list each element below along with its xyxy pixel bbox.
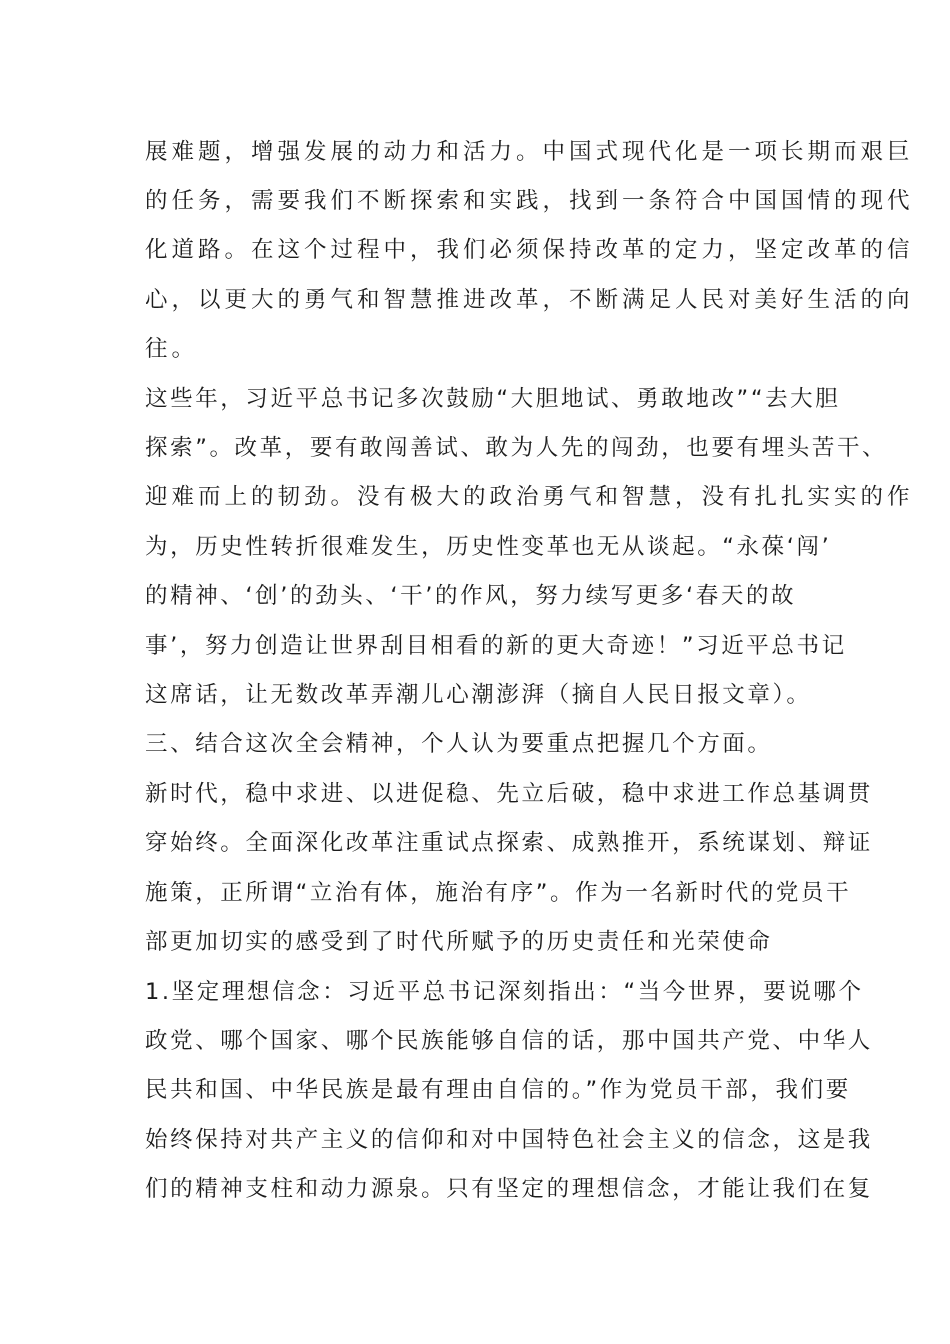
text-line: 为，历史性转折很难发生，历史性变革也无从谈起。“永葆‘闯’ [145, 534, 832, 560]
numbered-item: 1.坚定理想信念：习近平总书记深刻指出：“当今世界，要说哪个 [145, 979, 864, 1005]
text-line: 迎难而上的韧劲。没有极大的政治勇气和智慧，没有扎扎实实的作 [145, 484, 914, 510]
text-line: 心，以更大的勇气和智慧推进改革，不断满足人民对美好生活的向 [145, 287, 914, 313]
text-line: 施策，正所谓“立治有体，施治有序”。作为一名新时代的党员干 [145, 880, 852, 906]
text-line: 新时代，稳中求进、以进促稳、先立后破，稳中求进工作总基调贯 [145, 781, 873, 807]
text-line: 展难题，增强发展的动力和活力。中国式现代化是一项长期而艰巨 [145, 139, 914, 165]
text-line: 始终保持对共产主义的信仰和对中国特色社会主义的信念，这是我 [145, 1127, 873, 1153]
text-line: 探索”。改革，要有敢闯善试、敢为人先的闯劲，也要有埋头苦干、 [145, 435, 888, 461]
text-line: 的精神、‘创’的劲头、‘干’的作风，努力续写更多‘春天的故 [145, 583, 797, 609]
text-line: 民共和国、中华民族是最有理由自信的。”作为党员干部，我们要 [145, 1077, 851, 1103]
text-line: 这些年，习近平总书记多次鼓励“大胆地试、勇敢地改”“去大胆 [145, 386, 841, 412]
text-line: 穿始终。全面深化改革注重试点探索、成熟推开，系统谋划、辩证 [145, 830, 873, 856]
text-line: 事’，努力创造让世界刮目相看的新的更大奇迹！”习近平总书记 [145, 633, 847, 659]
text-line: 部更加切实的感受到了时代所赋予的历史责任和光荣使命 [145, 929, 773, 955]
text-line: 这席话，让无数改革弄潮儿心潮澎湃（摘自人民日报文章）。 [145, 682, 812, 708]
text-line: 往。 [145, 336, 199, 362]
section-heading: 三、结合这次全会精神，个人认为要重点把握几个方面。 [145, 731, 773, 757]
text-line: 的任务，需要我们不断探索和实践，找到一条符合中国国情的现代 [145, 188, 914, 214]
text-line: 政党、哪个国家、哪个民族能够自信的话，那中国共产党、中华人 [145, 1028, 873, 1054]
text-line: 们的精神支柱和动力源泉。只有坚定的理想信念，才能让我们在复 [145, 1176, 873, 1202]
text-line: 化道路。在这个过程中，我们必须保持改革的定力，坚定改革的信 [145, 237, 914, 263]
